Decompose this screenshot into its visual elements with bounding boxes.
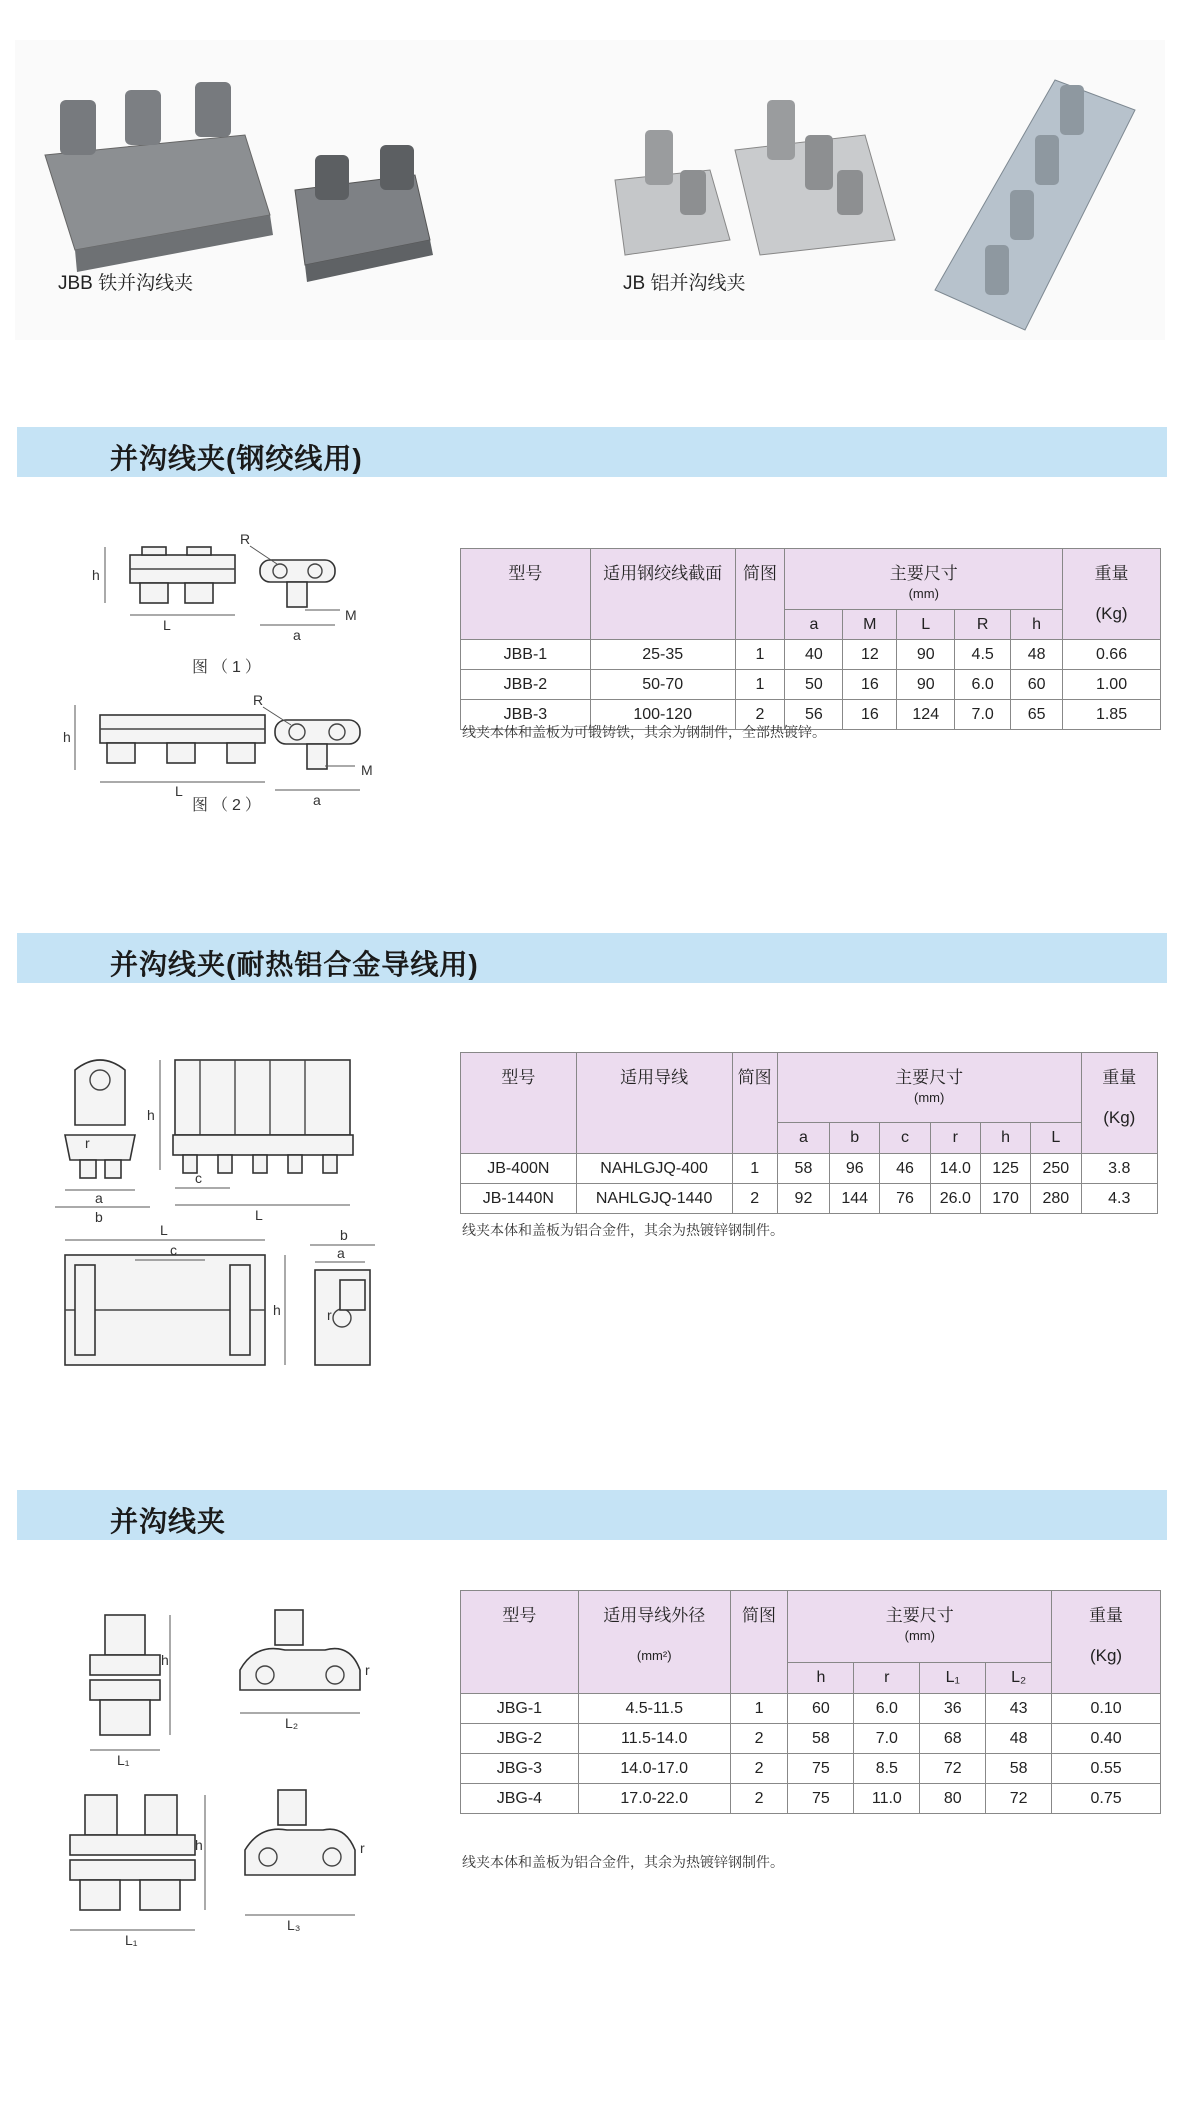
cell-h: 60: [788, 1694, 854, 1724]
s3-sub-header: r: [854, 1662, 920, 1693]
s1-sub-header: M: [843, 610, 897, 640]
cell-r: 26.0: [930, 1184, 980, 1214]
table-row: [461, 640, 1161, 670]
s1-fig2-caption: 图（2）: [192, 797, 265, 814]
cell-weight: 4.3: [1081, 1184, 1158, 1214]
cell-M: 16: [843, 670, 897, 700]
s1-fig1-caption: 图（1）: [192, 659, 265, 676]
table-row: [461, 1784, 1161, 1814]
cell-section: 100-120: [590, 700, 735, 730]
s2-header-dims-unit: (mm): [913, 1090, 945, 1105]
svg-text:c: c: [170, 1242, 177, 1258]
s1-fig2-L-label: L: [175, 783, 183, 799]
s1-sub-header: a: [785, 610, 843, 640]
s3-header-dims-label: 主要尺寸: [885, 1606, 954, 1625]
table-row: [461, 670, 1161, 700]
cell-fig: 1: [730, 1694, 788, 1724]
cell-fig: 1: [732, 1154, 777, 1184]
cell-fig: 2: [730, 1754, 788, 1784]
s3-fig1-L2-label: L₂: [285, 1715, 299, 1731]
cell-L1: 72: [920, 1754, 986, 1784]
cell-fig: 1: [735, 640, 785, 670]
table-row: [461, 1754, 1161, 1784]
s2-sub-header: a: [777, 1123, 829, 1154]
cell-b: 96: [830, 1154, 880, 1184]
svg-text:b: b: [340, 1227, 348, 1243]
table-row: [461, 1154, 1158, 1184]
section1-title: 并沟线夹(钢绞线用): [110, 443, 363, 474]
s1-header-weight-unit: (Kg): [1095, 604, 1128, 623]
jb-long-clamp-photo: [935, 80, 1135, 330]
s1-fig2-h-label: h: [63, 729, 71, 745]
s1-fig1-h-label: h: [92, 567, 100, 583]
s1-header-dims-unit: (mm): [908, 586, 939, 601]
s1-fig1-a-label: a: [293, 627, 301, 643]
cell-model: JBG-2: [461, 1724, 579, 1754]
section3-note: 线夹本体和盖板为铝合金件，其余为热镀锌钢制件。: [462, 1854, 784, 1870]
s2-sub-header: c: [880, 1123, 930, 1154]
s1-fig2-R-label: R: [253, 692, 264, 708]
s3-header-model: 型号: [461, 1591, 579, 1694]
cell-conductor: NAHLGJQ-400: [576, 1154, 732, 1184]
cell-model: JBB-3: [461, 700, 591, 730]
s3-fig2-L3-label: L₃: [287, 1917, 301, 1933]
svg-text:b: b: [95, 1209, 103, 1225]
s2-header-dims-label: 主要尺寸: [895, 1068, 964, 1087]
cell-a: 58: [777, 1154, 829, 1184]
s1-fig2-M-label: M: [361, 762, 373, 778]
jb-photo-caption: JB 铝并沟线夹: [623, 273, 746, 294]
s1-header-fig: 简图: [735, 549, 785, 640]
cell-diameter: 14.0-17.0: [578, 1754, 730, 1784]
s3-fig1-r-label: r: [365, 1662, 370, 1678]
cell-weight: 3.8: [1081, 1154, 1158, 1184]
section2-spec-table: [460, 1052, 1158, 1214]
cell-h: 75: [788, 1754, 854, 1784]
section2-diagrams: [55, 1040, 385, 1390]
s3-fig2-L1-label: L₁: [125, 1932, 138, 1948]
svg-text:r: r: [85, 1135, 90, 1151]
s3-sub-header: L₁: [920, 1662, 986, 1693]
cell-conductor: NAHLGJQ-1440: [576, 1184, 732, 1214]
s3-fig2-h-label: h: [195, 1837, 203, 1853]
cell-r: 14.0: [930, 1154, 980, 1184]
section2-title: 并沟线夹(耐热铝合金导线用): [110, 949, 479, 980]
s3-header-diameter-unit: (mm²): [636, 1648, 672, 1663]
s3-header-weight-label: 重量: [1089, 1606, 1124, 1625]
cell-fig: 2: [732, 1184, 777, 1214]
cell-L: 124: [897, 700, 955, 730]
cell-model: JB-1440N: [461, 1184, 577, 1214]
cell-model: JBG-4: [461, 1784, 579, 1814]
section2-note: 线夹本体和盖板为铝合金件，其余为热镀锌钢制件。: [462, 1222, 784, 1238]
cell-r: 7.0: [854, 1724, 920, 1754]
cell-L1: 36: [920, 1694, 986, 1724]
cell-L2: 58: [986, 1754, 1052, 1784]
svg-text:a: a: [95, 1190, 103, 1206]
cell-c: 76: [880, 1184, 930, 1214]
cell-weight: 0.66: [1063, 640, 1161, 670]
cell-h: 60: [1011, 670, 1063, 700]
jbb-photo-caption: JBB 铁并沟线夹: [58, 273, 194, 294]
cell-diameter: 17.0-22.0: [578, 1784, 730, 1814]
cell-weight: 0.10: [1052, 1694, 1161, 1724]
s2-header-fig: 简图: [732, 1053, 777, 1154]
s2-header-model: 型号: [461, 1053, 577, 1154]
cell-a: 50: [785, 670, 843, 700]
cell-L2: 43: [986, 1694, 1052, 1724]
s2-header-weight: [1081, 1053, 1158, 1154]
s3-fig1-h-label: h: [161, 1652, 169, 1668]
cell-fig: 1: [735, 670, 785, 700]
s1-fig1-L-label: L: [163, 617, 171, 633]
s3-header-dims: [788, 1591, 1052, 1663]
cell-L2: 48: [986, 1724, 1052, 1754]
cell-diameter: 11.5-14.0: [578, 1724, 730, 1754]
s1-sub-header: h: [1011, 610, 1063, 640]
table-row: [461, 1184, 1158, 1214]
s2-sub-header: L: [1031, 1123, 1081, 1154]
cell-model: JBG-3: [461, 1754, 579, 1784]
cell-model: JBB-1: [461, 640, 591, 670]
cell-weight: 0.40: [1052, 1724, 1161, 1754]
cell-a: 56: [785, 700, 843, 730]
cell-h: 58: [788, 1724, 854, 1754]
s1-sub-header: L: [897, 610, 955, 640]
s1-header-section: 适用钢绞线截面: [590, 549, 735, 640]
cell-L1: 68: [920, 1724, 986, 1754]
svg-text:c: c: [195, 1170, 202, 1186]
section3-title: 并沟线夹: [110, 1506, 227, 1537]
cell-R: 4.5: [955, 640, 1011, 670]
jbb-iron-clamp-photo: [45, 82, 433, 282]
cell-M: 16: [843, 700, 897, 730]
s1-header-dims-label: 主要尺寸: [889, 564, 958, 583]
cell-fig: 2: [730, 1724, 788, 1754]
table-row: [461, 1724, 1161, 1754]
cell-a: 92: [777, 1184, 829, 1214]
cell-M: 12: [843, 640, 897, 670]
s2-header-weight-unit: (Kg): [1103, 1108, 1136, 1127]
cell-c: 46: [880, 1154, 930, 1184]
section1-note: 线夹本体和盖板为可锻铸铁，其余为钢制件，全部热镀锌。: [462, 724, 826, 740]
svg-text:h: h: [273, 1302, 281, 1318]
cell-weight: 1.00: [1063, 670, 1161, 700]
cell-weight: 1.85: [1063, 700, 1161, 730]
cell-weight: 0.55: [1052, 1754, 1161, 1784]
svg-text:L: L: [160, 1222, 168, 1238]
s3-fig2-r-label: r: [360, 1840, 365, 1856]
svg-text:h: h: [147, 1107, 155, 1123]
section3-diagrams: [65, 1595, 395, 1965]
cell-model: JBB-2: [461, 670, 591, 700]
cell-h: 65: [1011, 700, 1063, 730]
section3-spec-table: [460, 1590, 1161, 1814]
s2-header-conductor: 适用导线: [576, 1053, 732, 1154]
s1-header-weight-label: 重量: [1094, 564, 1129, 583]
cell-r: 8.5: [854, 1754, 920, 1784]
s3-header-weight-unit: (Kg): [1089, 1646, 1123, 1665]
cell-h: 48: [1011, 640, 1063, 670]
cell-fig: 2: [730, 1784, 788, 1814]
s3-fig1-L1-label: L₁: [117, 1752, 130, 1768]
cell-R: 6.0: [955, 670, 1011, 700]
svg-text:L: L: [255, 1207, 263, 1223]
s1-header-model: 型号: [461, 549, 591, 640]
cell-L: 90: [897, 670, 955, 700]
cell-L2: 72: [986, 1784, 1052, 1814]
cell-model: JBG-1: [461, 1694, 579, 1724]
s2-sub-header: h: [980, 1123, 1030, 1154]
cell-L: 250: [1031, 1154, 1081, 1184]
cell-b: 144: [830, 1184, 880, 1214]
s1-fig1-M-label: M: [345, 607, 357, 623]
cell-diameter: 4.5-11.5: [578, 1694, 730, 1724]
s3-header-weight: [1052, 1591, 1161, 1694]
table-row: [461, 1694, 1161, 1724]
s2-header-dims: [777, 1053, 1081, 1123]
cell-fig: 2: [735, 700, 785, 730]
cell-h: 125: [980, 1154, 1030, 1184]
jb-aluminium-clamp-photo: [615, 100, 895, 255]
svg-text:r: r: [327, 1307, 332, 1323]
s1-fig1-R-label: R: [240, 531, 251, 547]
s1-fig2-a-label: a: [313, 792, 321, 808]
s3-header-diameter-label: 适用导线外径: [603, 1606, 706, 1625]
s2-sub-header: r: [930, 1123, 980, 1154]
s3-header-fig: 简图: [730, 1591, 788, 1694]
s1-header-weight: [1063, 549, 1161, 640]
cell-section: 50-70: [590, 670, 735, 700]
s1-sub-header: R: [955, 610, 1011, 640]
s2-header-weight-label: 重量: [1102, 1068, 1137, 1087]
cell-r: 11.0: [854, 1784, 920, 1814]
s3-header-diameter: [578, 1591, 730, 1694]
cell-a: 40: [785, 640, 843, 670]
s3-sub-header: L₂: [986, 1662, 1052, 1693]
product-photo-band: [15, 40, 1165, 340]
cell-L: 280: [1031, 1184, 1081, 1214]
cell-model: JB-400N: [461, 1154, 577, 1184]
s3-header-dims-unit: (mm): [904, 1628, 935, 1643]
svg-text:a: a: [337, 1245, 345, 1261]
product-photos: [15, 40, 1165, 340]
s1-header-dims: [785, 549, 1063, 610]
cell-L: 90: [897, 640, 955, 670]
cell-R: 7.0: [955, 700, 1011, 730]
cell-r: 6.0: [854, 1694, 920, 1724]
section1-spec-table: [460, 548, 1161, 730]
cell-h: 75: [788, 1784, 854, 1814]
cell-h: 170: [980, 1184, 1030, 1214]
s2-sub-header: b: [830, 1123, 880, 1154]
cell-weight: 0.75: [1052, 1784, 1161, 1814]
cell-section: 25-35: [590, 640, 735, 670]
s3-sub-header: h: [788, 1662, 854, 1693]
cell-L1: 80: [920, 1784, 986, 1814]
